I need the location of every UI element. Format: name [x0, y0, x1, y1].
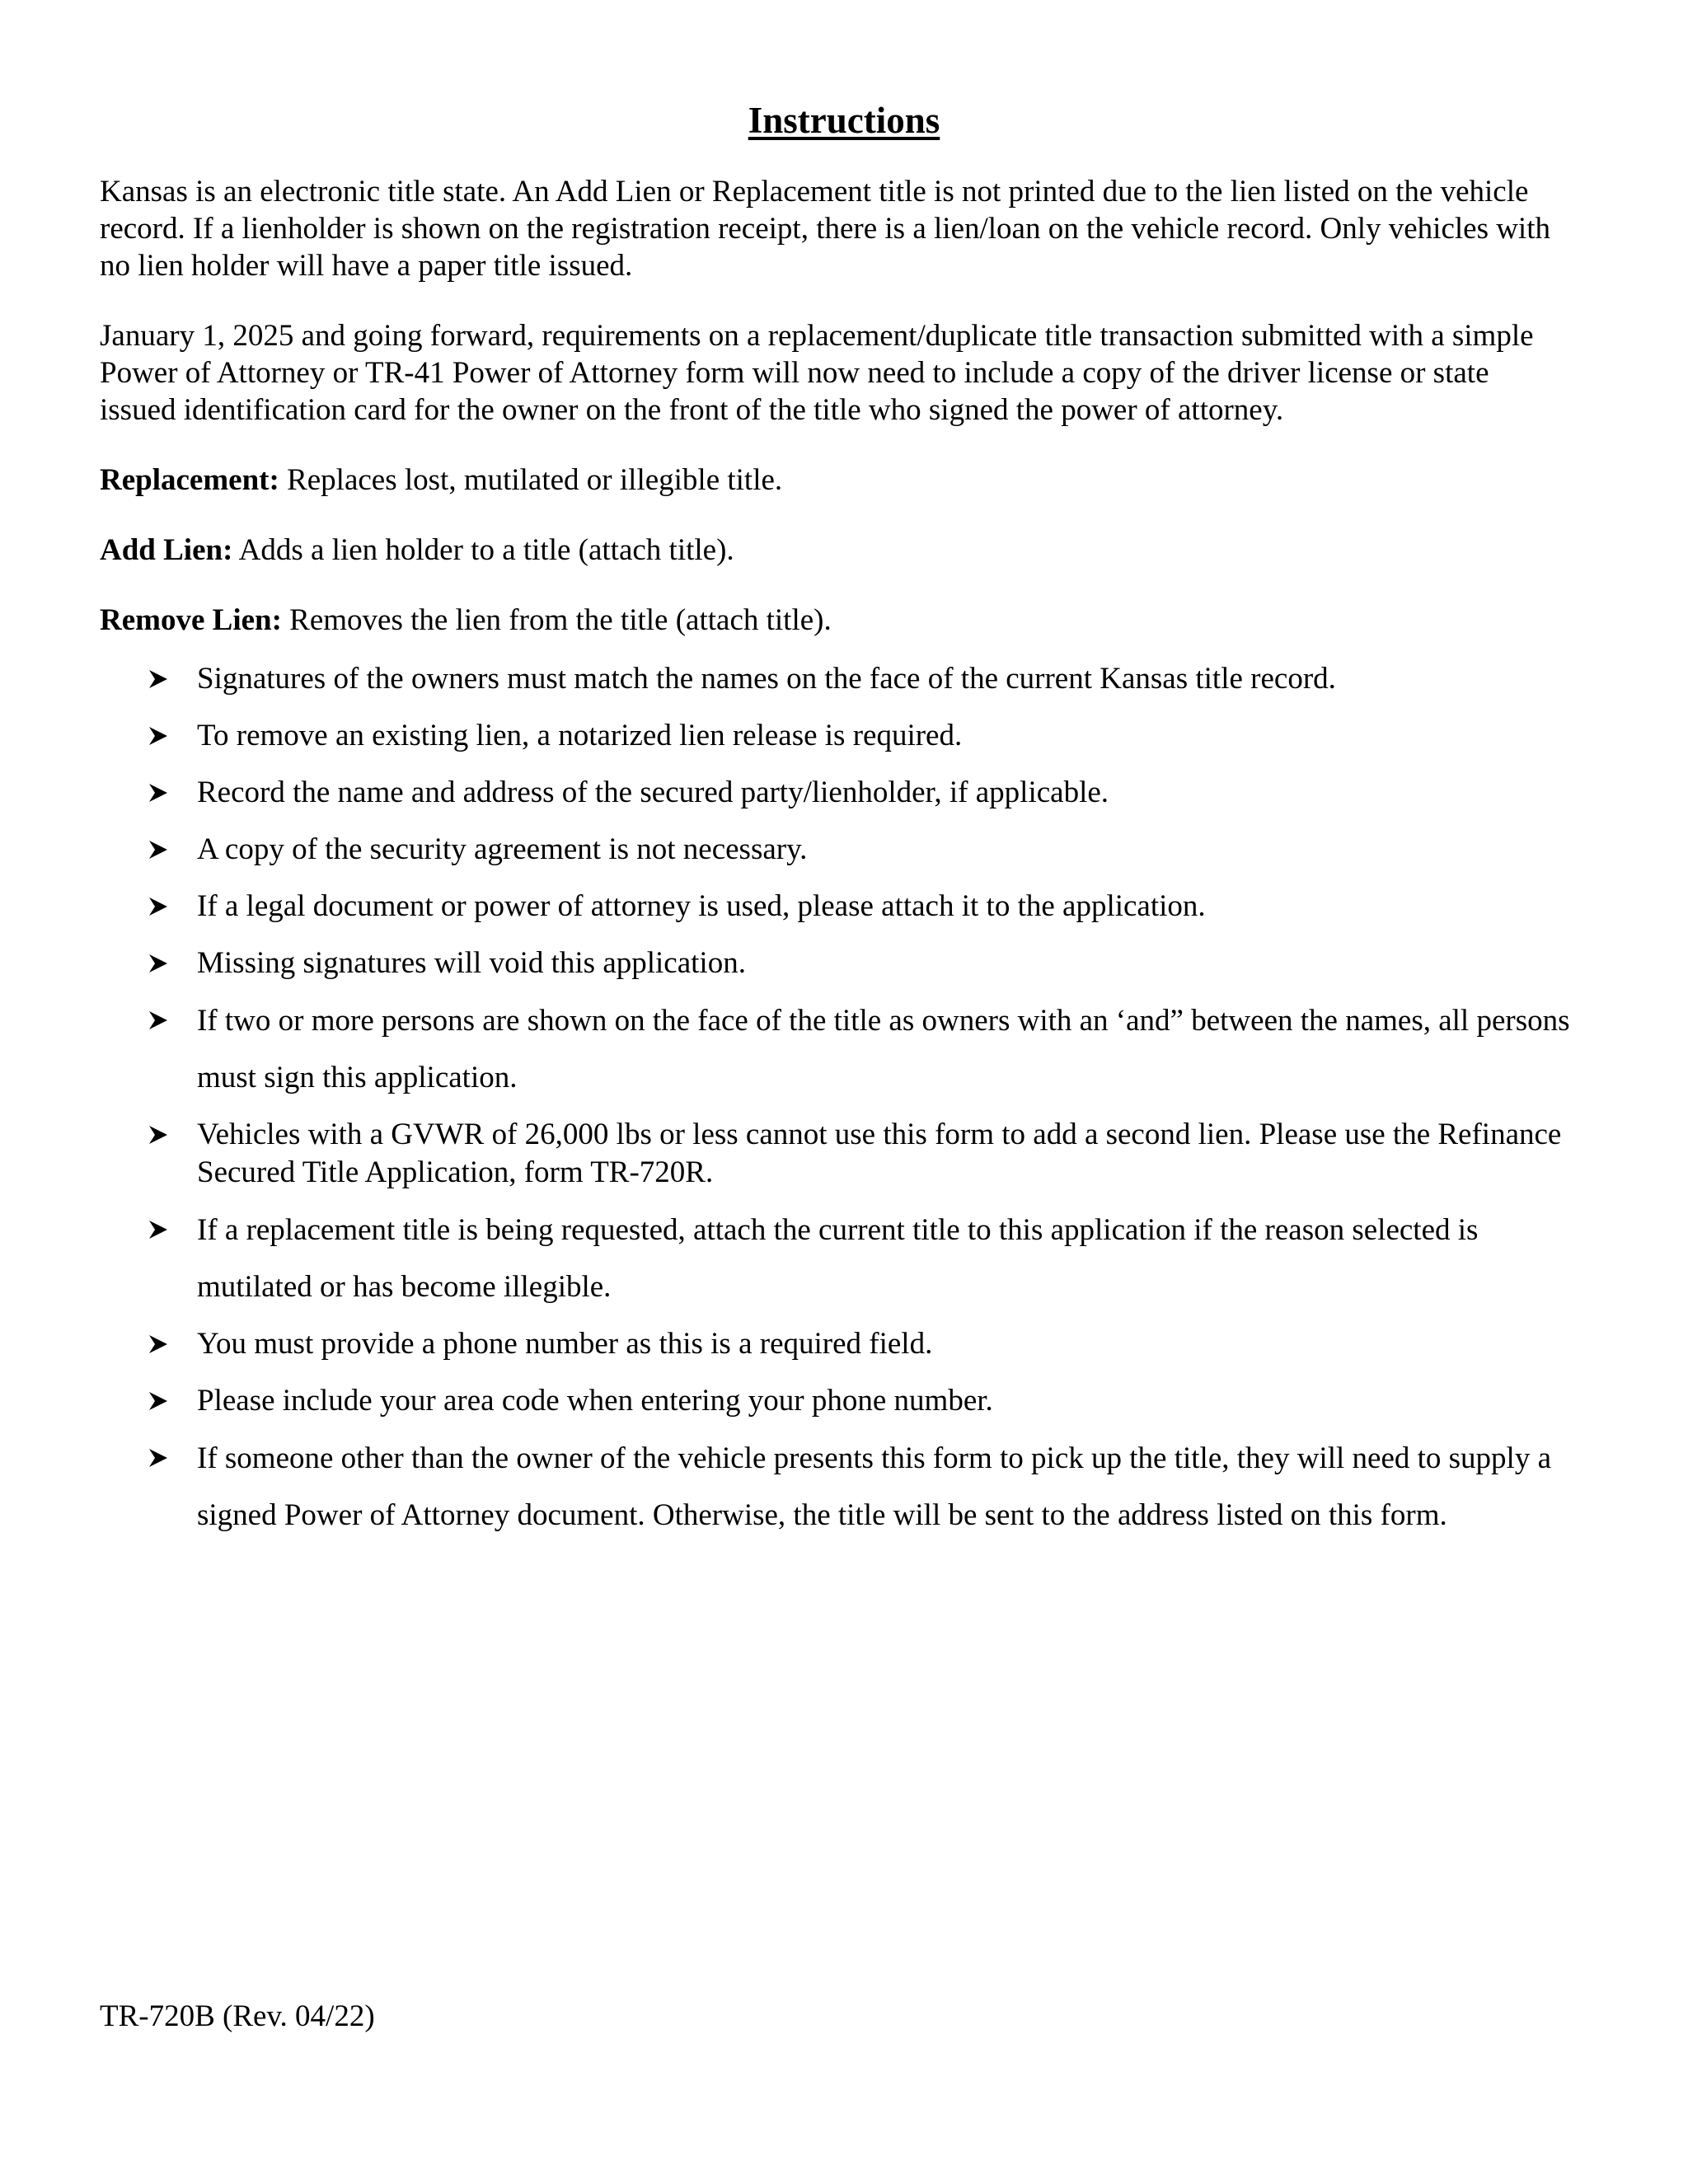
term-remove-lien — [100, 602, 1583, 639]
arrowhead-bullet-icon — [148, 1382, 172, 1420]
poa-requirements-paragraph: January 1, 2025 and going forward, requirements on a replacement/duplicate title transaction submitted with a simple Power of Attorney or TR-41 Power of Attorney form will now need to include a copy of the driver license or state issued identification card for the owner on the front of the title who signed the power of attorney. — [100, 319, 1534, 427]
list-item-text: Vehicles with a GVWR of 26,000 lbs or less cannot use this form to add a second lien. Please use the Refinance Secured Title Application, form TR-720R. — [197, 1118, 1562, 1189]
list-item-text: To remove an existing lien, a notarized lien release is required. — [197, 719, 963, 752]
term-description: Removes the lien from the title (attach title). — [281, 603, 832, 637]
arrowhead-bullet-icon — [148, 944, 172, 982]
list-item — [100, 1325, 1583, 1363]
list-item-text: A copy of the security agreement is not necessary. — [197, 832, 808, 866]
arrowhead-bullet-icon — [148, 831, 172, 869]
list-item — [100, 774, 1583, 812]
arrowhead-bullet-icon — [148, 1001, 172, 1039]
list-item-text: If a replacement title is being requested, attach the current title to this application if the reason selected is mutilated or has become illegible. — [197, 1213, 1479, 1304]
list-item — [100, 1430, 1583, 1544]
instructions-body — [100, 173, 1583, 1563]
term-description: Adds a lien holder to a title (attach title). — [232, 533, 734, 567]
arrowhead-bullet-icon — [148, 1116, 172, 1154]
form-revision-footer: TR-720B (Rev. 04/22) — [100, 1999, 375, 2033]
page-title: Instructions — [748, 100, 940, 141]
instruction-bullet-list — [100, 660, 1583, 1544]
list-item — [100, 1202, 1583, 1315]
term-label: Replacement: — [100, 463, 279, 497]
list-item-text: If someone other than the owner of the vehicle presents this form to pick up the title, they will need to supply a signed Power of Attorney document. Otherwise, the title will be sent to the address listed on this form. — [197, 1441, 1551, 1532]
arrowhead-bullet-icon — [148, 1439, 172, 1477]
arrowhead-bullet-icon — [148, 660, 172, 698]
list-item — [100, 992, 1583, 1106]
list-item — [100, 1116, 1583, 1192]
list-item — [100, 717, 1583, 755]
term-label: Remove Lien: — [100, 603, 282, 637]
list-item-text: Record the name and address of the secured party/lienholder, if applicable. — [197, 776, 1109, 809]
arrowhead-bullet-icon — [148, 1325, 172, 1363]
term-description: Replaces lost, mutilated or illegible title. — [279, 463, 783, 497]
list-item-text: Please include your area code when entering your phone number. — [197, 1384, 993, 1418]
list-item — [100, 944, 1583, 982]
list-item — [100, 831, 1583, 869]
term-label: Add Lien: — [100, 533, 233, 567]
arrowhead-bullet-icon — [148, 774, 172, 812]
term-replacement — [100, 462, 1583, 499]
list-item — [100, 888, 1583, 926]
term-add-lien — [100, 532, 1583, 569]
list-item-text: If two or more persons are shown on the face of the title as owners with an ‘and” between the names, all persons must sign this application. — [197, 1004, 1570, 1094]
list-item — [100, 660, 1583, 698]
arrowhead-bullet-icon — [148, 888, 172, 926]
list-item — [100, 1382, 1583, 1420]
intro-paragraph: Kansas is an electronic title state. An Add Lien or Replacement title is not printed due to the lien listed on the vehicle record. If a lienholder is shown on the registration receipt, there is a lien/loan on the vehicle record. Only vehicles with no lien holder will have a paper title issued. — [100, 175, 1550, 283]
list-item-text: Missing signatures will void this application. — [197, 946, 746, 980]
list-item-text: If a legal document or power of attorney is used, please attach it to the application. — [197, 889, 1206, 923]
list-item-text: Signatures of the owners must match the names on the face of the current Kansas title record. — [197, 662, 1336, 696]
list-item-text: You must provide a phone number as this is a required field. — [197, 1327, 933, 1361]
arrowhead-bullet-icon — [148, 1211, 172, 1249]
arrowhead-bullet-icon — [148, 717, 172, 755]
